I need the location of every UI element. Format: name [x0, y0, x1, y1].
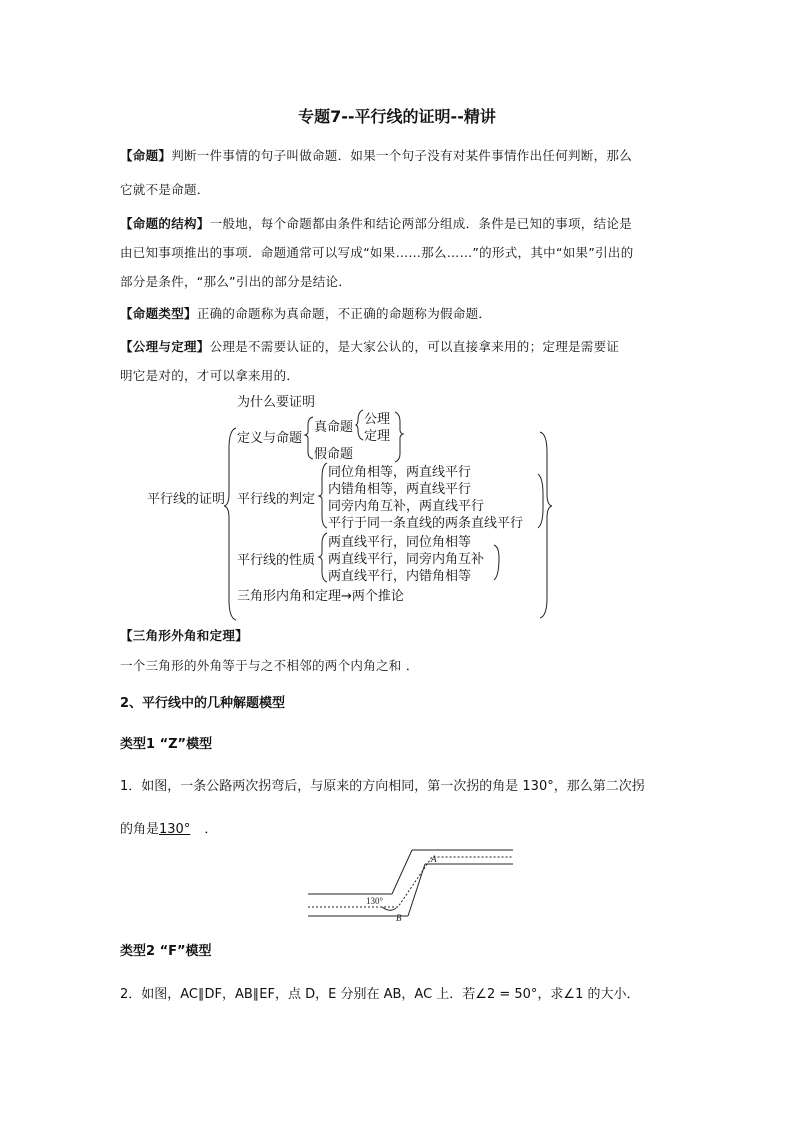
question-1-answer: 130°	[159, 822, 191, 837]
axiom-left-brace	[356, 410, 363, 440]
slant-left-edge	[392, 850, 412, 894]
question-1-suffix: ．	[204, 822, 218, 837]
axiom-label: 【公理与定理】	[120, 339, 210, 354]
properties-item: 两直线平行，内错角相等	[328, 569, 472, 584]
proposition-text: 判断一件事情的句子叫做命题．如果一个句子没有对某件事情作出任何判断，那么	[171, 148, 633, 163]
diagram-false-prop: 假命题	[314, 447, 354, 462]
properties-item: 两直线平行，同旁内角互补	[328, 552, 485, 567]
axiom-text: 公理是不需要认证的，是大家公认的，可以直接拿来用的；定理是需要证	[209, 339, 620, 354]
exterior-label: 【三角形外角和定理】	[120, 628, 249, 643]
proposition-line-2: 它就不是命题．	[120, 182, 210, 197]
diagram-root: 平行线的证明	[147, 492, 226, 507]
diagram-axiom: 公理	[364, 412, 391, 427]
question-1-prefix: 的角是	[120, 822, 160, 837]
diagram-triangle: 三角形内角和定理→两个推论	[237, 589, 404, 604]
structure-label: 【命题的结构】	[120, 216, 210, 231]
criteria-item: 内错角相等，两直线平行	[328, 482, 472, 497]
criteria-item: 同旁内角互补，两直线平行	[328, 499, 485, 514]
definition-left-brace	[305, 417, 313, 459]
diagram-true-prop: 真命题	[314, 420, 354, 435]
types-label: 【命题类型】	[120, 306, 197, 321]
structure-line-3: 部分是条件，“那么”引出的部分是结论．	[120, 274, 352, 289]
proposition-label: 【命题】	[120, 148, 172, 163]
criteria-left-brace	[319, 463, 327, 528]
criteria-right-brace	[538, 474, 543, 528]
axiom-line-2: 明它是对的，才可以拿来用的．	[120, 368, 300, 383]
diagram-criteria: 平行线的判定	[237, 492, 316, 507]
properties-right-brace	[494, 545, 499, 580]
diagram-properties: 平行线的性质	[237, 553, 316, 568]
types-text: 正确的命题称为真命题，不正确的命题称为假命题．	[196, 306, 492, 321]
diagram-definition: 定义与命题	[237, 431, 303, 446]
road-figure	[300, 846, 520, 924]
exterior-text: 一个三角形的外角等于与之不相邻的两个内角之和 ．	[120, 658, 419, 673]
structure-line-2: 由已知事项推出的事项．命题通常可以写成“如果……那么……”的形式，其中“如果”引出的	[120, 245, 634, 260]
question-1-line-2	[120, 818, 217, 837]
properties-item: 两直线平行，同位角相等	[328, 535, 472, 550]
big-left-brace	[224, 428, 236, 620]
criteria-item: 平行于同一条直线的两条直线平行	[328, 516, 524, 531]
model-type-1: 类型1 “Z”模型	[120, 737, 213, 752]
model-type-2: 类型2 “F”模型	[120, 944, 212, 959]
question-2-line-1: 2．如图，AC∥DF，AB∥EF，点 D，E 分别在 AB，AC 上．若∠2 = 50°，求∠1 的大小．	[120, 987, 640, 1002]
properties-left-brace	[319, 533, 327, 582]
point-a-label: A	[431, 854, 437, 864]
big-right-brace	[540, 432, 552, 618]
models-heading: 2、平行线中的几种解题模型	[120, 696, 286, 711]
point-b-label: B	[396, 913, 402, 923]
question-1-line-1: 1．如图，一条公路两次拐弯后，与原来的方向相同，第一次拐的角是 130°，那么第二次拐	[120, 779, 645, 794]
structure-text: 一般地，每个命题都由条件和结论两部分组成．条件是已知的事项，结论是	[209, 216, 633, 231]
definition-right-brace	[395, 412, 403, 462]
diagram-theorem: 定理	[364, 429, 391, 444]
diagram-why: 为什么要证明	[237, 395, 316, 410]
criteria-item: 同位角相等，两直线平行	[328, 465, 472, 480]
angle-label: 130°	[366, 896, 384, 906]
page-title: 专题7--平行线的证明--精讲	[298, 107, 496, 126]
